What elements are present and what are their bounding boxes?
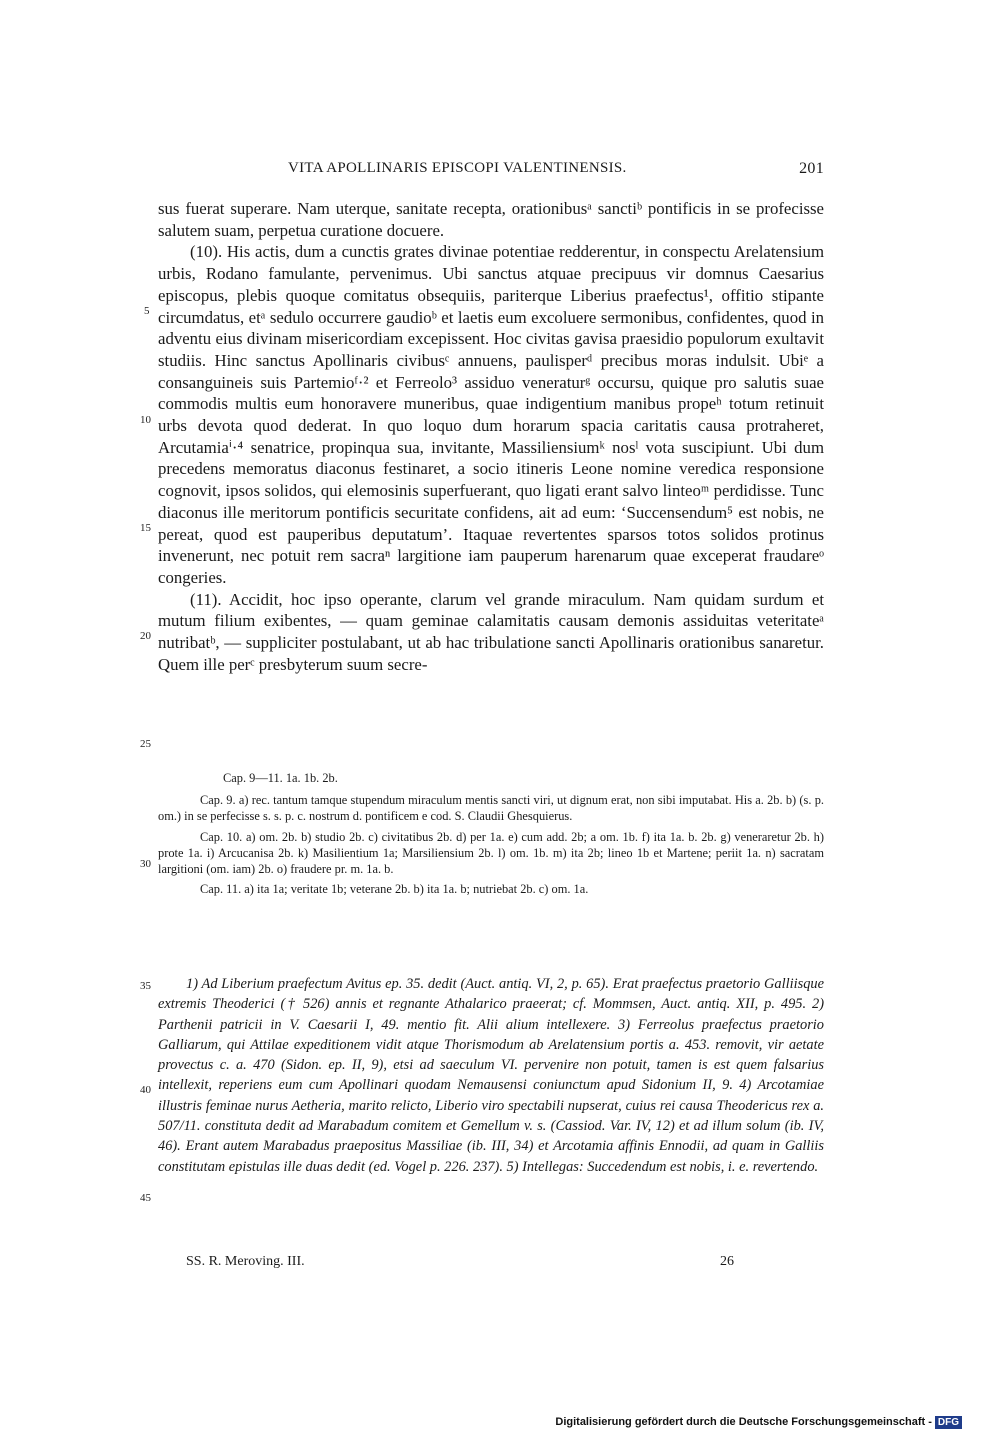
dfg-logo-icon: DFG <box>935 1416 962 1429</box>
line-number-20: 20 <box>140 630 151 642</box>
line-number-35: 35 <box>140 980 151 992</box>
quire-number: 26 <box>720 1254 734 1269</box>
footnotes-text: 1) Ad Liberium praefectum Avitus ep. 35. dedit (Auct. antiq. VI, 2, p. 65). Erat praefectus praetorio Galliisque extremis Theoderici († 526) annis et regnante Athalarico praeerat; cf. Mommsen, Auct. antiq. XII, p. 495. 2) Parthenii patricii in V. Caesarii I, 49. mentio fit. Alii alium intellexere. 3) Ferreolus praefectus praetorio Galliarum, qui Attilae expeditionem vidit atque Thorismodum ab Arelatensium portis a. 453. removit, vir aetate provectus c. a. 470 (Sidon. ep. II, 9), etsi ad saeculum VI. pervenire non potuit, tamen is est quem falsarius intellexit, reperiens eum cum Apollinari quodam Nemausensi coniunctum apud Sidonium II, 9. 4) Arcotamiae illustris feminae nurus Aetheria, marito relicto, Liberio viro spectabili nupserat, cuius rei causa Theodericus rex a. 507/11. constituta dedit ad Marabadum comitem et Gemellum v. s. (Cassiod. Var. IV, 12) et ad illum solum (ib. IV, 46). Erant autem Marabadus praepositus Massiliae (ib. III, 34) et Arcotamia affinis Ennodii, ad quam in Galliis constitutam epistulas ille duas dedit (ed. Vogel p. 226. 237). 5) Intellegas: Succedendum est nobis, i. e. revertendo. <box>158 976 824 1175</box>
line-number-25: 25 <box>140 738 151 750</box>
apparatus-cap-11: Cap. 11. a) ita 1a; veritate 1b; veterane 2b. b) ita 1a. b; nutriebat 2b. c) om. 1a. <box>200 882 589 897</box>
line-number-5: 5 <box>144 305 150 317</box>
footnotes <box>158 974 824 1177</box>
line-number-40: 40 <box>140 1084 151 1096</box>
apparatus-cap-9: Cap. 9. a) rec. tantum tamque stupendum miraculum mentis sancti viri, ut dignum erat, non sibi imputabat. His a. 2b. b) (s. p. om.) in se perfecisse s. s. p. c. nostrum d. pontificem e cod. S. Claudii Ghesquierus. <box>158 793 824 824</box>
line-number-15: 15 <box>140 522 151 534</box>
line-number-10: 10 <box>140 414 151 426</box>
credit-text: Digitalisierung gefördert durch die Deutsche Forschungsgemeinschaft - <box>555 1416 932 1428</box>
line-number-30: 30 <box>140 858 151 870</box>
main-text <box>158 198 824 675</box>
critical-apparatus <box>158 770 824 901</box>
paragraph-chapter-10: (10). His actis, dum a cunctis grates divinae potentiae redderentur, in conspectu Arelatensium urbis, Rodano famulante, pervenimus. Ubi sanctus atquae precipuus vir domnus Caesarius episcopus, plebis quoque comitatus obsequiis, pariterque Liberius praefectus¹, offitio stipante circumdatus, etᵃ sedulo occurrere gaudioᵇ et laetis eum excoluere sermonibus, confidentes, quod in adventu eius divinam misericordiam excepissent. Hoc civitas gavisa praesidio populorum exultavit studiis. Hinc sanctus Apollinaris civibusᶜ annuens, paulisperᵈ precibus moras indulsit. Ubiᵉ a consanguineis suis Partemioᶠ·² et Ferreolo³ assiduo veneraturᵍ occursu, quique pro salutis suae commodis multis eum honoravere muneribus, quae indigentium manibus propeʰ totum retinuit urbs devota quod dederat. In quo loquo dum horarum spacia caritatis causa protraheret, Arcutamiaⁱ·⁴ senatrice, propinqua sua, invitante, Massiliensiumᵏ nosˡ vota suscipiunt. Ubi dum precedens memoratus diaconus festinaret, a socio itineris Leone nomine veredica responsione cognovit, ipsos solidos, qui elemosinis superfuerant, quo ligati erant salvo linteoᵐ perdidisse. Tunc diaconus ille meritorum pontificis securitate confidens, ait ad eum: ‘Succensendum⁵ est nobis, ne pereat, quod est pauperibus deputatum’. Itaquae revertentes sparsos totos solidos protinus invenerunt, nec potuit rem sacraⁿ largitione iam pauperum harenarum quae exceperat fraudareᵒ congeries. <box>158 242 824 587</box>
apparatus-cap-10: Cap. 10. a) om. 2b. b) studio 2b. c) civitatibus 2b. d) per 1a. e) cum add. 2b; a om. 1b. f) ita 1a. b. 2b. g) veneraretur 2b. h) prote 1a. i) Arcucanisa 2b. k) Masilientium 1a; Marsiliensium 2b. l) om. 1b. m) ita 2b; lineo 1b et Martene; periit 1a. n) sacratam largitioni (om. iam) 2b. o) fraudere pr. m. 1a. b. <box>158 829 824 877</box>
page-number: 201 <box>799 160 824 177</box>
line-number-45: 45 <box>140 1192 151 1204</box>
digitization-credit <box>555 1416 962 1429</box>
paragraph-chapter-11: (11). Accidit, hoc ipso operante, clarum vel grande miraculum. Nam quidam surdum et mutum filium exibentes, — quam geminae calamitatis causam demonis assiduitas veteritateᵃ nutribatᵇ, — suppliciter postulabant, ut ab hac tribulatione sancti Apollinaris orationibus sanaretur. Quem ille perᶜ presbyterum suum secre- <box>158 589 824 674</box>
signature-mark: SS. R. Meroving. III. <box>186 1254 305 1269</box>
paragraph-continuation: sus fuerat superare. Nam uterque, sanitate recepta, orationibusᵃ sanctiᵇ pontificis in se profecisse salutem suam, perpetua curatione docuere. <box>158 199 824 240</box>
apparatus-sigla-line: Cap. 9—11. 1a. 1b. 2b. <box>223 771 338 785</box>
running-title: VITA APOLLINARIS EPISCOPI VALENTINENSIS. <box>288 160 627 176</box>
